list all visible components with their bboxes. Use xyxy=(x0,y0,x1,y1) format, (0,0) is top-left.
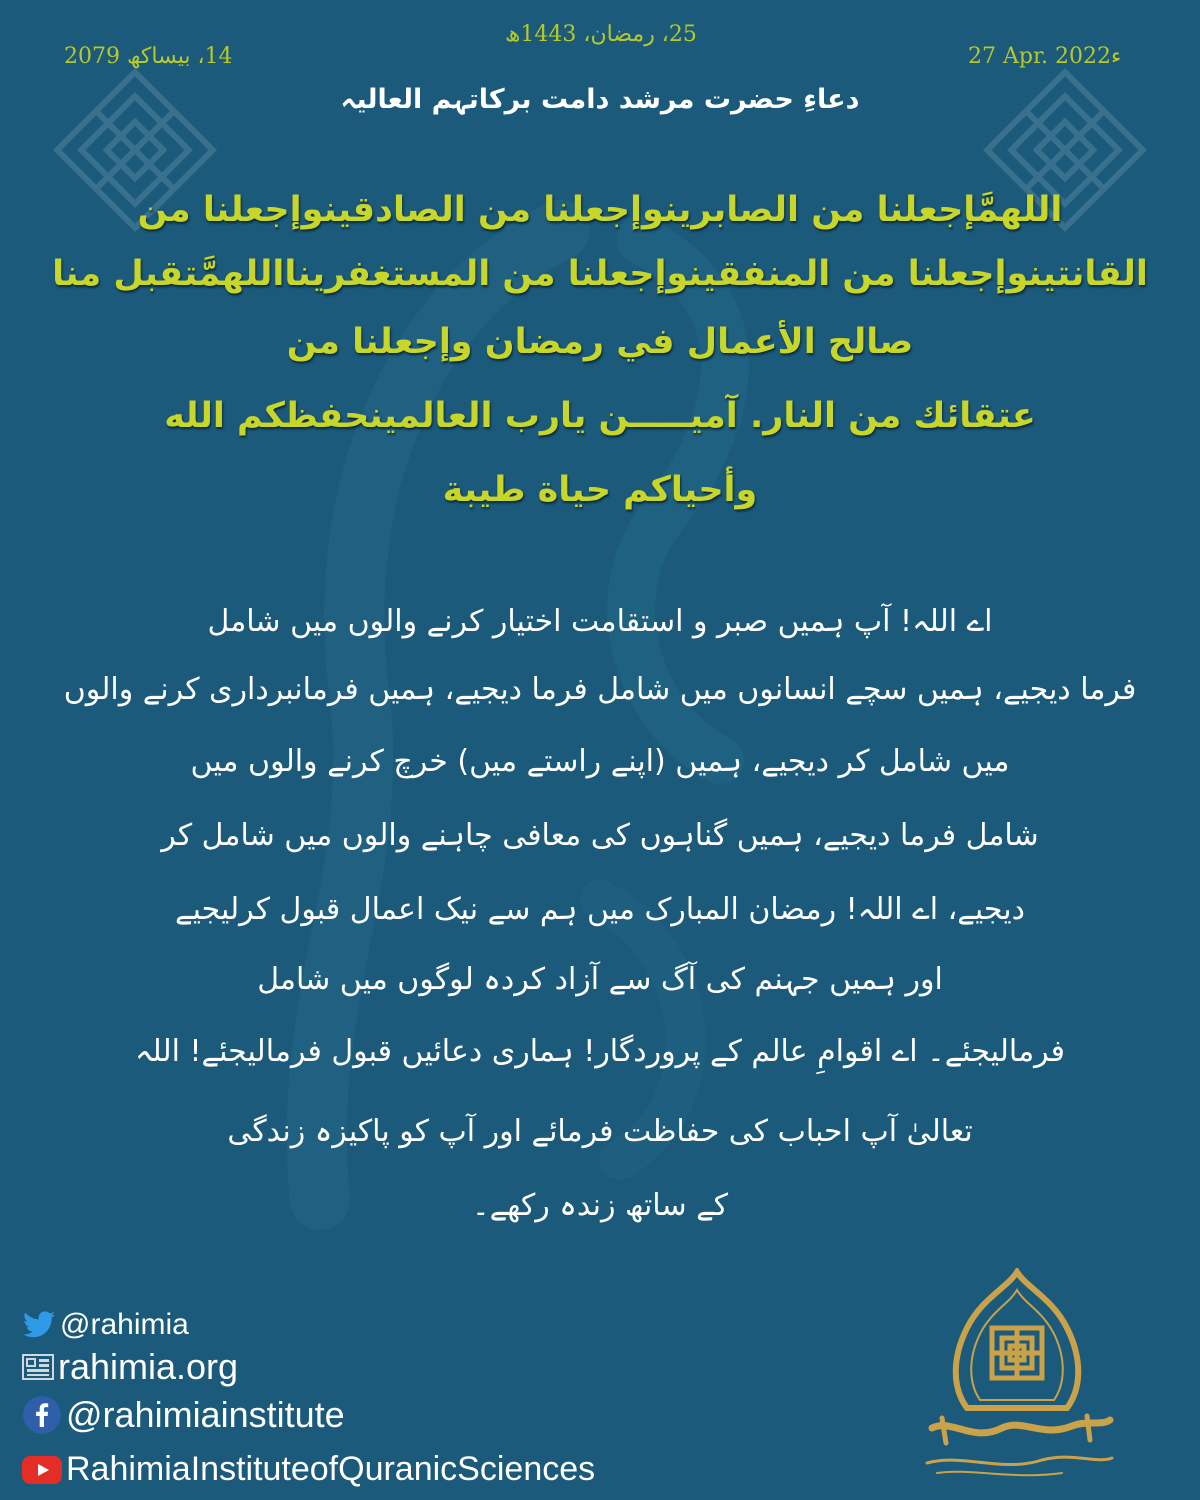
gregorian-date: 27 Apr. 2022ء xyxy=(968,44,1122,69)
arabic-line: القانتينوإجعلنا من المنفقينوإجعلنا من المستغفرينااللهمَّتقبل منا xyxy=(52,254,1148,294)
urdu-line: دیجیے، اے اللہ! رمضان المبارک میں ہم سے نیک اعمال قبول کرلیجیے xyxy=(174,892,1025,927)
twitter-link[interactable] xyxy=(22,1308,189,1342)
urdu-line: اے اللہ! آپ ہمیں صبر و استقامت اختیار کرنے والوں میں شامل xyxy=(207,604,993,639)
website-icon xyxy=(22,1354,54,1380)
hijri-date: 25، رمضان، 1443ھ xyxy=(505,22,697,47)
urdu-line: فرمالیجئے۔ اے اقوامِ عالم کے پروردگار! ہماری دعائیں قبول فرمالیجئے! اللہ xyxy=(134,1034,1066,1069)
arabic-line: وأحياكم حياة طيبة xyxy=(442,470,758,510)
urdu-line: تعالیٰ آپ احباب کی حفاظت فرمائے اور آپ کو پاکیزہ زندگی xyxy=(227,1114,973,1149)
facebook-handle: @rahimiainstitute xyxy=(66,1394,345,1435)
facebook-link[interactable] xyxy=(22,1394,345,1436)
rahimia-logo xyxy=(912,1268,1122,1488)
urdu-line: کے ساتھ زندہ رکھے۔ xyxy=(472,1188,728,1223)
page-title: دعاءِ حضرت مرشد دامت برکاتہم العالیہ xyxy=(340,84,860,115)
website-text: rahimia.org xyxy=(58,1346,239,1387)
youtube-icon xyxy=(22,1456,62,1484)
bikrami-date: 14، بیساکھ 2079 xyxy=(64,44,233,69)
urdu-line: فرما دیجیے، ہمیں سچے انسانوں میں شامل فرما دیجیے، ہمیں فرمانبرداری کرنے والوں xyxy=(63,672,1137,707)
facebook-icon xyxy=(22,1395,62,1435)
arabic-line: اللهمَّإجعلنا من الصابرينوإجعلنا من الصادقينوإجعلنا من xyxy=(137,190,1063,230)
urdu-line: میں شامل کر دیجیے، ہمیں (اپنے راستے میں) خرچ کرنے والوں میں xyxy=(190,744,1010,779)
arabic-line: صالح الأعمال في رمضان وإجعلنا من xyxy=(286,322,914,362)
website-link[interactable] xyxy=(22,1346,238,1388)
twitter-handle: @rahimia xyxy=(60,1308,189,1341)
youtube-link[interactable] xyxy=(22,1450,595,1489)
youtube-channel: RahimiaInstituteofQuranicSciences xyxy=(66,1450,596,1488)
urdu-line: اور ہمیں جہنم کی آگ سے آزاد کردہ لوگوں میں شامل xyxy=(257,962,943,997)
arabic-line: عتقائك من النار. آميـــــن يارب العالمينحفظكم الله xyxy=(164,396,1036,436)
urdu-line: شامل فرما دیجیے، ہمیں گناہوں کی معافی چاہنے والوں میں شامل کر xyxy=(161,818,1039,853)
twitter-icon xyxy=(22,1311,56,1339)
